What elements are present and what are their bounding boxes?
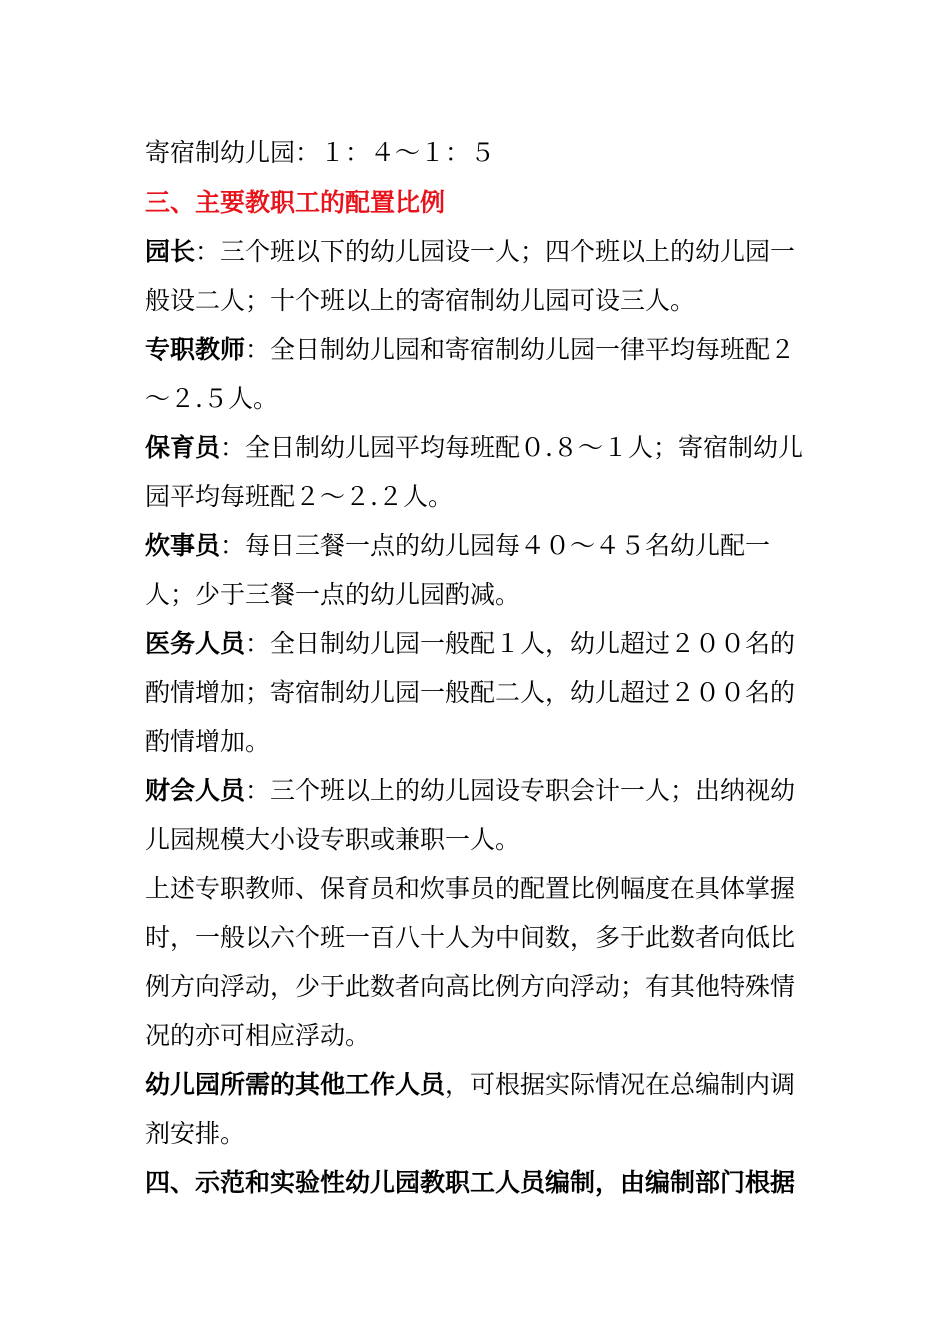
boarding-ratio-line: 寄宿制幼儿园：１：４～１：５ (145, 138, 496, 167)
separator: ： (195, 237, 221, 266)
separator: ： (245, 776, 271, 805)
term-finance: 财会人员 (145, 776, 246, 805)
term-cook: 炊事员 (145, 531, 221, 560)
separator: ： (220, 531, 246, 560)
item-medical (145, 619, 815, 766)
term-caregiver: 保育员 (145, 433, 221, 462)
text-caregiver: 全日制幼儿园平均每班配０.８～１人；寄宿制幼儿园平均每班配２～２.２人。 (145, 433, 803, 511)
other-staff-paragraph (145, 1060, 815, 1158)
section-3-heading: 三、主要教职工的配置比例 (145, 188, 446, 217)
item-teacher (145, 325, 815, 423)
text-teacher: 全日制幼儿园和寄宿制幼儿园一律平均每班配２～２.５人。 (145, 335, 796, 413)
document-body (145, 128, 815, 1207)
term-principal: 园长 (145, 237, 196, 266)
separator: ： (245, 629, 271, 658)
separator: ： (220, 433, 246, 462)
item-cook (145, 521, 815, 619)
section-4-heading: 四、示范和实验性幼儿园教职工人员编制，由编制部门根据 (145, 1168, 796, 1197)
item-finance (145, 766, 815, 864)
item-caregiver (145, 423, 815, 521)
separator: ： (245, 335, 271, 364)
text-finance: 三个班以上的幼儿园设专职会计一人；出纳视幼儿园规模大小设专职或兼职一人。 (145, 776, 796, 854)
term-teacher: 专职教师 (145, 335, 246, 364)
text-cook: 每日三餐一点的幼儿园每４０～４５名幼儿配一人；少于三餐一点的幼儿园酌减。 (145, 531, 771, 609)
item-principal (145, 227, 815, 325)
text-other-staff: ，可根据实际情况在总编制内调剂安排。 (145, 1070, 796, 1148)
note-paragraph: 上述专职教师、保育员和炊事员的配置比例幅度在具体掌握时，一般以六个班一百八十人为中间数，多于此数者向低比例方向浮动，少于此数者向高比例方向浮动；有其他特殊情况的亦可相应浮动。 (145, 874, 796, 1050)
term-medical: 医务人员 (145, 629, 246, 658)
term-other-staff: 幼儿园所需的其他工作人员 (145, 1070, 446, 1099)
text-principal: 三个班以下的幼儿园设一人；四个班以上的幼儿园一般设二人；十个班以上的寄宿制幼儿园可设三人。 (145, 237, 796, 315)
text-medical: 全日制幼儿园一般配１人，幼儿超过２００名的酌情增加；寄宿制幼儿园一般配二人，幼儿超过２００名的酌情增加。 (145, 629, 796, 756)
